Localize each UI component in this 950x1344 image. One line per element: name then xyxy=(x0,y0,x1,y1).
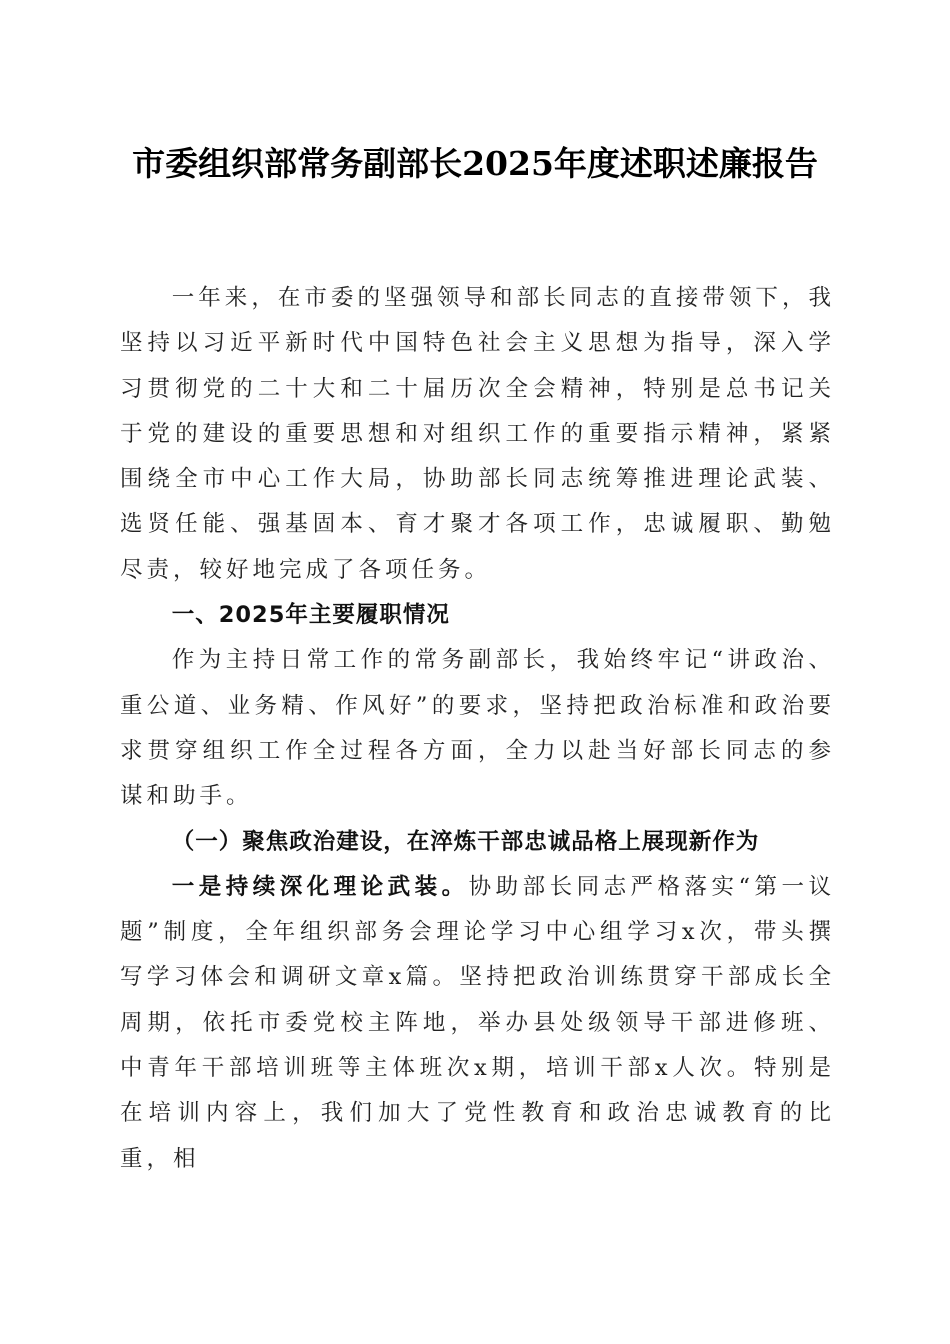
section-1-heading: 一、2025年主要履职情况 xyxy=(171,602,450,629)
document-title: 市委组织部常务副部长2025年度述职述廉报告 xyxy=(132,144,818,183)
intro-paragraph: 一年来，在市委的坚强领导和部长同志的直接带领下，我坚持以习近平新时代中国特色社会主义思想为指导，深入学习贯彻党的二十大和二十届历次全会精神，特别是总书记关于党的建设的重要思想和对组织工作的重要指示精神，紧紧围绕全市中心工作大局，协助部长同志统筹推进理论武装、选贤任能、强基固本、育才聚才各项工作，忠诚履职、勤勉尽责，较好地完成了各项任务。 xyxy=(120,285,835,583)
point-1-text: 协助部长同志严格落实“第一议题”制度，全年组织部务会理论学习中心组学习x次，带头撰写学习体会和调研文章x篇。坚持把政治训练贯穿干部成长全周期，依托市委党校主阵地，举办县处级领导干部进修班、中青年干部培训班等主体班次x期，培训干部x人次。特别是在培训内容上，我们加大了党性教育和政治忠诚教育的比重，相 xyxy=(120,873,835,1172)
section-1-paragraph: 作为主持日常工作的常务副部长，我始终牢记“讲政治、重公道、业务精、作风好”的要求，坚持把政治标准和政治要求贯穿组织工作全过程各方面，全力以赴当好部长同志的参谋和助手。 xyxy=(120,647,835,810)
point-1-paragraph xyxy=(120,865,835,1182)
document-body xyxy=(120,276,835,1182)
subsection-1-heading: （一）聚焦政治建设，在淬炼干部忠诚品格上展现新作为 xyxy=(171,828,760,855)
point-1-lead: 一是持续深化理论武装。 xyxy=(171,873,469,900)
